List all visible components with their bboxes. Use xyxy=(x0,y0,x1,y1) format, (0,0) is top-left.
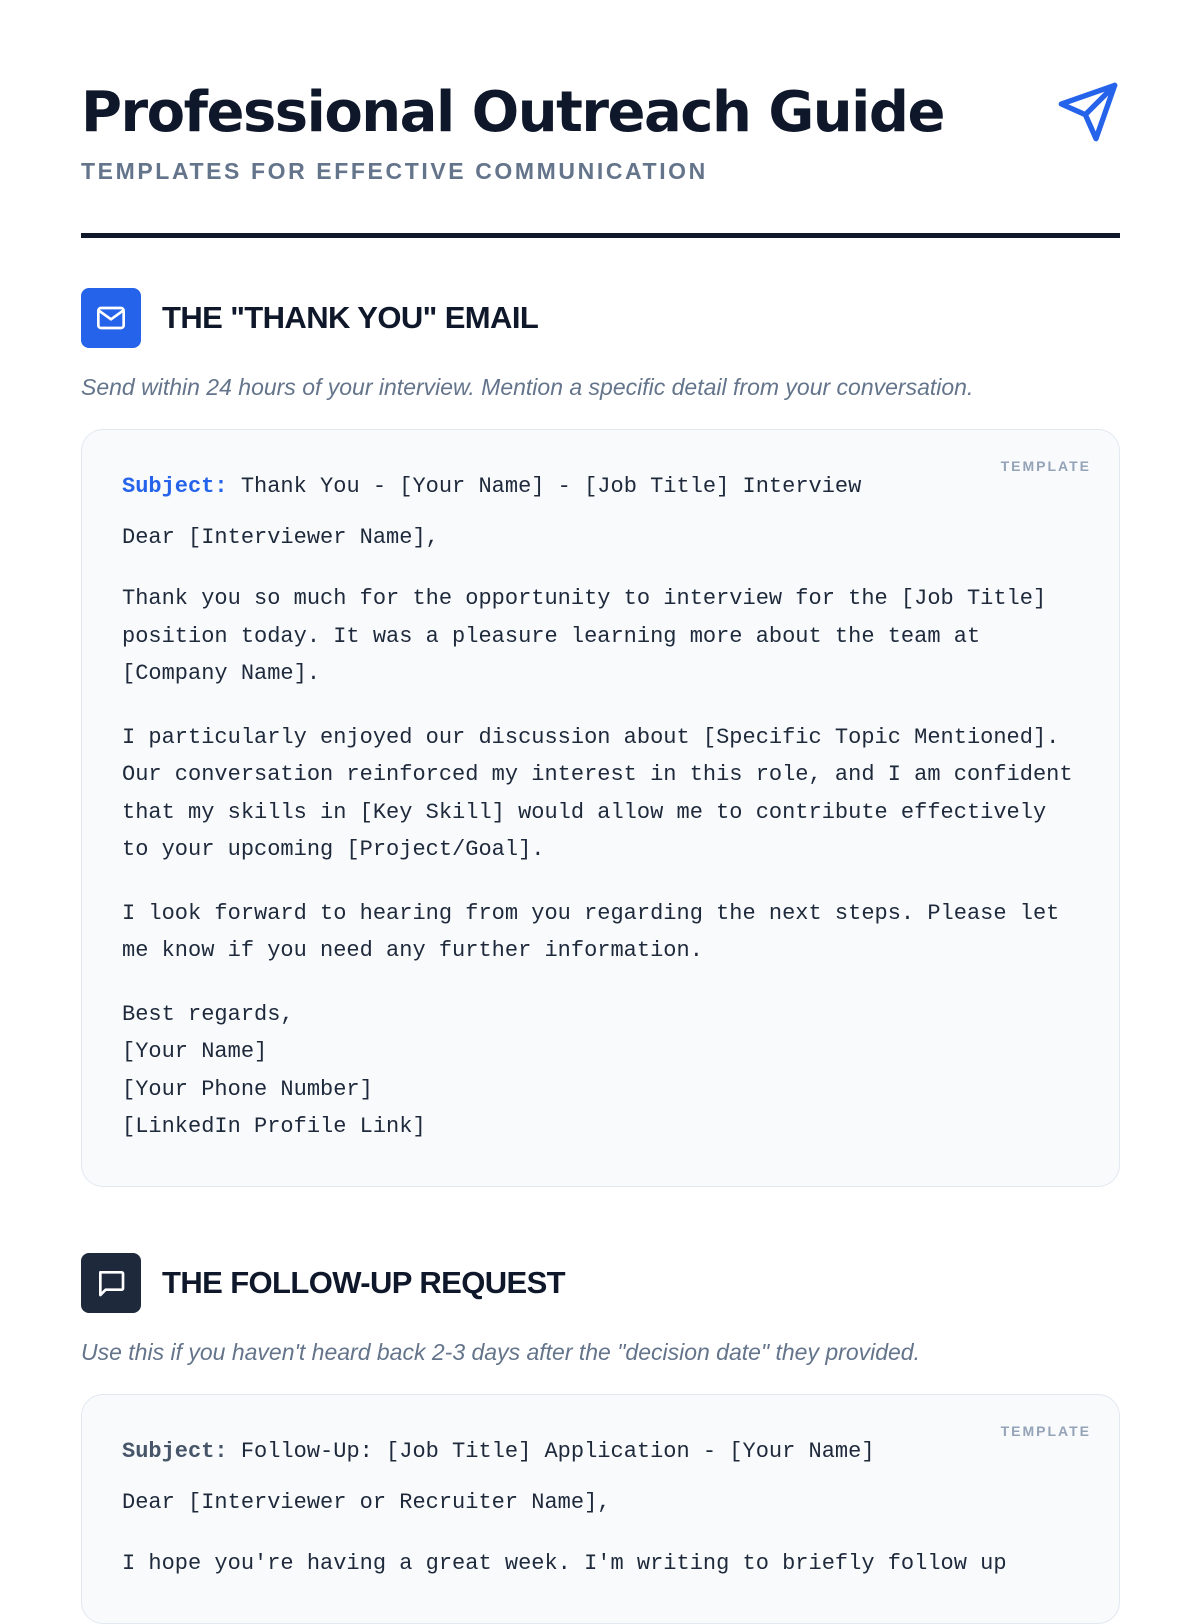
send-icon xyxy=(1056,80,1120,144)
email-paragraph: Thank you so much for the opportunity to interview for the [Job Title] position today. It was a pleasure learning more about the team at [Company Name]. xyxy=(122,586,1047,686)
subject-line xyxy=(122,470,1079,503)
subject-text: Follow-Up: [Job Title] Application - [Your Name] xyxy=(227,1439,875,1464)
section-heading xyxy=(81,288,1120,348)
section-description: Use this if you haven't heard back 2-3 days after the "decision date" they provided. xyxy=(81,1339,920,1365)
email-greeting: Dear [Interviewer or Recruiter Name], xyxy=(122,1490,611,1515)
section-description: Send within 24 hours of your interview. Mention a specific detail from your conversation. xyxy=(81,374,974,400)
signoff-linkedin: [LinkedIn Profile Link] xyxy=(122,1114,426,1139)
signoff-phone: [Your Phone Number] xyxy=(122,1076,373,1102)
page-header xyxy=(81,0,1120,238)
page-title: Professional Outreach Guide xyxy=(81,80,944,145)
subject-label: Subject: xyxy=(122,1439,228,1464)
page-subtitle: TEMPLATES FOR EFFECTIVE COMMUNICATION xyxy=(81,158,708,184)
email-template-card xyxy=(81,429,1120,1187)
section-thank-you-email xyxy=(81,288,1120,1187)
signoff-line: Best regards, xyxy=(122,1001,294,1027)
chat-icon xyxy=(81,1253,141,1313)
subject-label: Subject: xyxy=(122,474,228,499)
email-paragraph: I hope you're having a great week. I'm writing to briefly follow up xyxy=(122,1551,1007,1576)
email-paragraph: I look forward to hearing from you regarding the next steps. Please let me know if you need any further information. xyxy=(122,900,1060,963)
section-title: THE FOLLOW-UP REQUEST xyxy=(162,1265,565,1300)
email-signoff xyxy=(122,996,1079,1146)
template-tag: TEMPLATE xyxy=(1000,458,1091,474)
email-paragraph: I particularly enjoyed our discussion about [Specific Topic Mentioned]. Our conversation reinforced my interest in this role, and I am confident that my skills in [Key Skill] would allow me to contribute effectively to your upcoming [Project/Goal]. xyxy=(122,724,1073,862)
subject-text: Thank You - [Your Name] - [Job Title] Interview xyxy=(227,474,862,499)
section-title: THE "THANK YOU" EMAIL xyxy=(162,300,539,335)
template-tag: TEMPLATE xyxy=(1000,1423,1091,1439)
section-heading xyxy=(81,1253,1120,1313)
outreach-guide-page xyxy=(81,0,1120,1576)
header-divider xyxy=(81,233,1120,238)
subject-line xyxy=(122,1435,1079,1468)
section-follow-up-request xyxy=(81,1253,1120,1624)
mail-icon xyxy=(81,288,141,348)
email-greeting: Dear [Interviewer Name], xyxy=(122,525,439,550)
signoff-name: [Your Name] xyxy=(122,1039,268,1064)
email-template-card xyxy=(81,1394,1120,1624)
